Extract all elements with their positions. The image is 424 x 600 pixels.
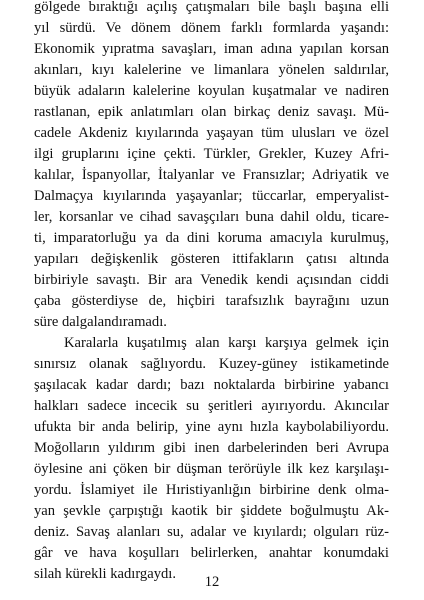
text-line: yıl sürdü. Ve dönem dönem farklı formlarda yaşandı: — [34, 20, 389, 36]
text-line: akınları, kıyı kalelerine ve limanlara yönelen saldırılar, — [34, 62, 389, 78]
paragraph-1 — [34, 0, 389, 333]
text-line: yan şevkle çarpıştığı kaotik bir şiddete boğulmuştu Ak- — [34, 503, 389, 519]
text-line: rastlanan, epik anlatımları olan birkaç deniz savaşı. Mü- — [34, 104, 389, 120]
text-line: çaba gösterdiyse de, hiçbiri tarafsızlık bayrağını uzun — [34, 293, 389, 309]
text-line: halkları sadece incecik su şeritleri ayırıyordu. Akıncılar — [34, 398, 389, 414]
text-line: süre dalgalandıramadı. — [34, 314, 167, 330]
paragraph-2 — [34, 333, 389, 585]
text-line: Dalmaçya kıyılarında yaşayanlar; tüccarlar, emperyalist- — [34, 188, 389, 204]
text-line: öylesine ani çöken bir düşman terörüyle ilk kez karşılaşı- — [34, 461, 389, 477]
text-line: gölgede bıraktığı açılış çatışmaları bile başlı başına elli — [34, 0, 389, 15]
text-line: şaşılacak kadar dardı; bazı noktalarda birbirine yabancı — [34, 377, 389, 393]
text-line: Karalarla kuşatılmış alan karşı karşıya gelmek için — [64, 335, 389, 351]
text-line: ilgi gruplarını içine çekti. Türkler, Grekler, Kuzey Afri- — [34, 146, 389, 162]
text-line: kalılar, İspanyollar, İtalyanlar ve Fransızlar; Adriyatik ve — [34, 167, 389, 183]
text-line: yapıları değişkenlik gösteren ittifakların çatısı altında — [34, 251, 389, 267]
text-line: ler, korsanlar ve cihad savaşçıları buna dahil oldu, ticare- — [34, 209, 389, 225]
text-line: cadele Akdeniz kıyılarında yaşayan tüm ulusları ve özel — [34, 125, 389, 141]
text-line: yordu. İslamiyet ile Hıristiyanlığın birbirine denk olma- — [34, 482, 389, 498]
text-line: ti, imparatorluğu ya da dini koruma amacıyla kurulmuş, — [34, 230, 389, 246]
text-line: silah kürekli kadırgaydı. — [34, 566, 176, 582]
text-line: birbiriyle savaştı. Bir ara Venedik kendi açısından ciddi — [34, 272, 389, 288]
text-line: büyük adaların kalelerine koyulan kuşatmalar ve nadiren — [34, 83, 389, 99]
text-line: Ekonomik yıpratma savaşları, iman adına yapılan korsan — [34, 41, 389, 57]
text-line: gâr ve hava koşulları belirlerken, anahtar konumdaki — [34, 545, 389, 561]
text-line: Moğolların yıldırım gibi inen darbelerinden beri Avrupa — [34, 440, 389, 456]
body-text — [34, 0, 389, 585]
text-line: ufukta bir anda belirip, yine aynı hızla kaybolabiliyordu. — [34, 419, 389, 435]
page-number: 12 — [204, 574, 220, 590]
text-line: deniz. Savaş alanları su, adalar ve kıyılardı; olguları rüz- — [34, 524, 389, 540]
text-line: sınırsız olanak sağlıyordu. Kuzey-güney istikametinde — [34, 356, 389, 372]
